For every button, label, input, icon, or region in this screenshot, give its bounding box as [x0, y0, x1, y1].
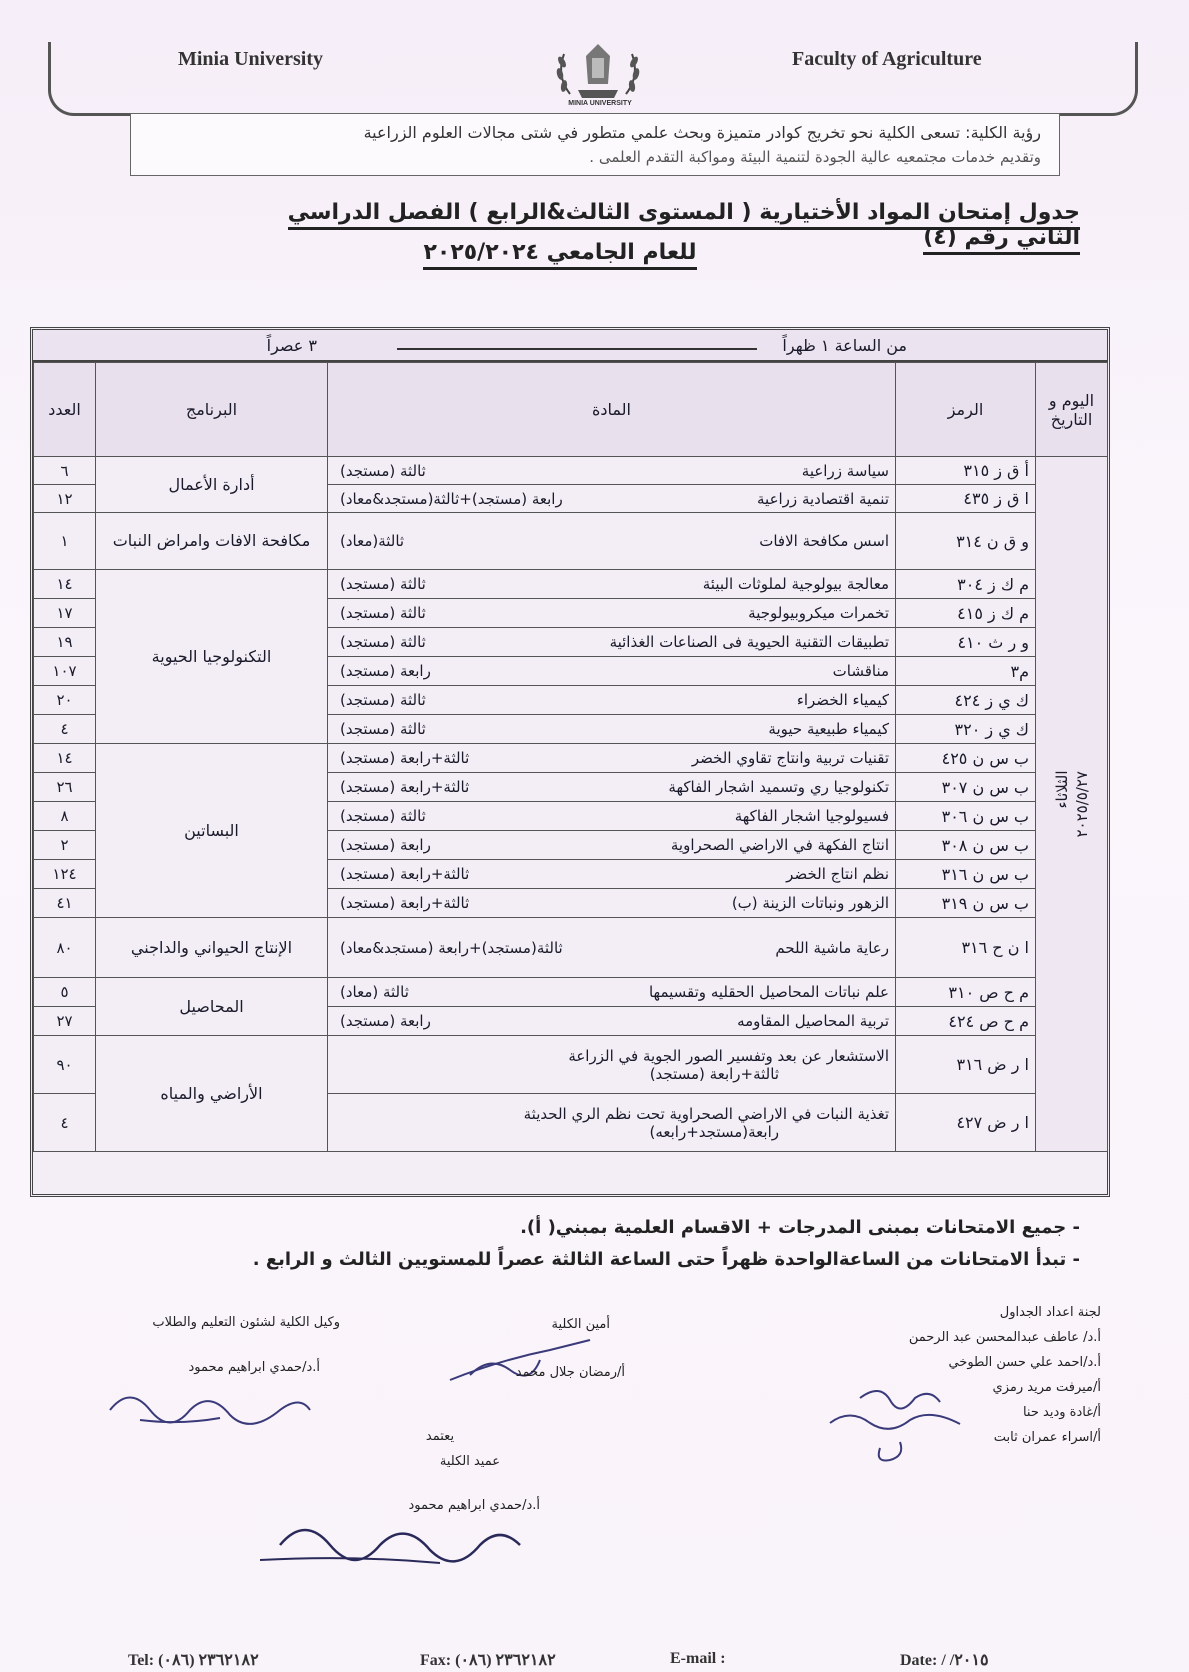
course-code: ب س ن ٣٠٦ — [896, 802, 1036, 831]
course-subject: الاستشعار عن بعد وتفسير الصور الجوية في الزراعة ثالثة+رابعة (مستجد) — [328, 1036, 896, 1094]
committee-title: لجنة اعداد الجداول — [999, 1305, 1101, 1320]
program-animal-production: الإنتاج الحيواني والداجني — [96, 918, 328, 978]
program-biotechnology: التكنولوجيا الحيوية — [96, 570, 328, 744]
course-code: ك ي ز ٣٢٠ — [896, 715, 1036, 744]
student-count: ٢٧ — [34, 1007, 96, 1036]
course-subject: تكنولوجيا ري وتسميد اشجار الفاكهة ثالثة+رابعة (مستجد) — [328, 773, 896, 802]
table-row — [34, 918, 1108, 978]
course-code: ب س ن ٣١٩ — [896, 889, 1036, 918]
committee-signatures-icon — [820, 1378, 1000, 1468]
course-subject: انتاج الفكهة في الاراضي الصحراوية رابعة (مستجد) — [328, 831, 896, 860]
committee-member: أ/اسراء عمران ثابت — [993, 1430, 1101, 1445]
student-count: ٢ — [34, 831, 96, 860]
course-code: م ح ص ٤٢٤ — [896, 1007, 1036, 1036]
col-header-code: الرمز — [896, 363, 1036, 457]
course-code: ب س ن ٣١٦ — [896, 860, 1036, 889]
student-count: ٨ — [34, 802, 96, 831]
course-code: ا ن ح ٣١٦ — [896, 918, 1036, 978]
course-code: ب س ن ٣٠٧ — [896, 773, 1036, 802]
page-footer — [0, 1650, 1189, 1672]
vice-dean-signature-icon — [100, 1380, 320, 1440]
time-bar — [33, 330, 1107, 362]
program-business: أدارة الأعمال — [96, 457, 328, 513]
secretary-name-block — [455, 1360, 625, 1385]
university-name: Minia University — [178, 48, 323, 70]
vice-dean-name-block — [110, 1355, 320, 1380]
course-subject: معالجة بيولوجية لملوثات البيئة ثالثة (مستجد) — [328, 570, 896, 599]
course-subject: تربية المحاصيل المقاومه رابعة (مستجد) — [328, 1007, 896, 1036]
vice-dean-name: أ.د/حمدي ابراهيم محمود — [188, 1360, 320, 1375]
vice-dean-title: وكيل الكلية لشئون التعليم والطلاب — [152, 1315, 340, 1330]
student-count: ٤١ — [34, 889, 96, 918]
course-code: ا ر ض ٤٢٧ — [896, 1094, 1036, 1152]
table-header-row — [34, 363, 1108, 457]
footer-date: Date: / /٢٠١٥ — [900, 1652, 989, 1669]
course-code: ب س ن ٤٢٥ — [896, 744, 1036, 773]
committee-member: أ/ميرفت مريد رمزي — [992, 1380, 1101, 1395]
time-from: من الساعة ١ ظهراً — [782, 336, 907, 355]
student-count: ١٧ — [34, 599, 96, 628]
student-count: ٢٠ — [34, 686, 96, 715]
student-count: ٤ — [34, 715, 96, 744]
course-code: ب س ن ٣٠٨ — [896, 831, 1036, 860]
course-subject: الزهور ونباتات الزينة (ب) ثالثة+رابعة (مستجد) — [328, 889, 896, 918]
course-code: م ك ز ٤١٥ — [896, 599, 1036, 628]
course-subject: اسس مكافحة الافات ثالثة(معاد) — [328, 513, 896, 570]
dean-signature-icon — [260, 1505, 540, 1585]
course-code: أ ق ز ٣١٥ — [896, 457, 1036, 485]
course-subject: سياسة زراعية ثالثة (مستجد) — [328, 457, 896, 485]
course-subject: علم نباتات المحاصيل الحقليه وتقسيمها ثالثة (معاد) — [328, 978, 896, 1007]
course-subject: كيمياء طبيعية حيوية ثالثة (مستجد) — [328, 715, 896, 744]
exam-date: ٢٠٢٥/٥/٢٧ — [1072, 770, 1091, 838]
course-code: م ح ص ٣١٠ — [896, 978, 1036, 1007]
student-count: ١٠٧ — [34, 657, 96, 686]
table-row — [34, 570, 1108, 599]
committee-member: أ.د/ عاطف عبدالمحسن عبد الرحمن — [908, 1330, 1101, 1345]
secretary-name: أ/رمضان جلال محمد — [515, 1365, 625, 1380]
col-header-subject: المادة — [328, 363, 896, 457]
student-count: ١٤ — [34, 744, 96, 773]
exam-notes — [60, 1212, 1080, 1276]
time-to: ٣ عصراً — [266, 336, 317, 355]
course-code: ا ر ض ٣١٦ — [896, 1036, 1036, 1094]
schedule-grid — [33, 362, 1108, 1152]
exam-schedule-table — [30, 327, 1110, 1197]
student-count: ١٩ — [34, 628, 96, 657]
vision-line-1: رؤية الكلية: تسعى الكلية نحو تخريج كوادر متميزة وبحث علمي متطور في شتى مجالات العلوم الزراعية — [363, 123, 1041, 142]
course-subject: تخمرات ميكروبيولوجية ثالثة (مستجد) — [328, 599, 896, 628]
student-count: ١ — [34, 513, 96, 570]
course-subject: رعاية ماشية اللحم ثالثة(مستجد)+رابعة (مستجد&معاد) — [328, 918, 896, 978]
student-count: ٢٦ — [34, 773, 96, 802]
university-logo-icon — [548, 36, 648, 108]
dean-signature-block — [380, 1424, 500, 1474]
course-code: ا ق ز ٤٣٥ — [896, 485, 1036, 513]
approve-label: يعتمد — [425, 1429, 455, 1444]
student-count: ١٢ — [34, 485, 96, 513]
program-horticulture: البساتين — [96, 744, 328, 918]
dean-name: أ.د/حمدي ابراهيم محمود — [408, 1498, 540, 1513]
course-code: م ك ز ٣٠٤ — [896, 570, 1036, 599]
student-count: ٨٠ — [34, 918, 96, 978]
table-row — [34, 1036, 1108, 1094]
footer-tel: Tel: (٠٨٦) ٢٣٦٢١٨٢ — [128, 1652, 259, 1669]
table-row — [34, 978, 1108, 1007]
committee-member: أ/غادة وديد حنا — [1022, 1405, 1101, 1420]
course-subject: تغذية النبات في الاراضي الصحراوية تحت نظم الري الحديثة رابعة(مستجد+رابعه) — [328, 1094, 896, 1152]
vision-line-2: وتقديم خدمات مجتمعيه عالية الجودة لتنمية البيئة ومواكبة التقدم العلمى . — [589, 148, 1041, 166]
col-header-program: البرنامج — [96, 363, 328, 457]
program-pest-control: مكافحة الافات وامراض النبات — [96, 513, 328, 570]
course-subject: تنمية اقتصادية زراعية رابعة (مستجد)+ثالثة(مستجد&معاد) — [328, 485, 896, 513]
footer-email: E-mail : — [670, 1650, 726, 1667]
note-2: - تبدأ الامتحانات من الساعةالواحدة ظهراً حتى الساعة الثالثة عصراً للمستويين الثالث و الرابع . — [252, 1249, 1080, 1270]
course-subject: كيمياء الخضراء ثالثة (مستجد) — [328, 686, 896, 715]
vision-box — [130, 113, 1060, 176]
student-count: ٤ — [34, 1094, 96, 1152]
course-subject: تطبيقات التقنية الحيوية فى الصناعات الغذائية ثالثة (مستجد) — [328, 628, 896, 657]
col-header-day: اليوم و التاريخ — [1036, 363, 1108, 457]
note-1: - جميع الامتحانات بمبنى المدرجات + الاقسام العلمية بمبني( أ). — [520, 1217, 1080, 1238]
table-row — [34, 744, 1108, 773]
table-row — [34, 513, 1108, 570]
student-count: ١٢٤ — [34, 860, 96, 889]
logo-caption: MINIA UNIVERSITY — [568, 100, 632, 107]
vice-dean-signature-block — [80, 1310, 340, 1335]
day-name: الثلاثاء — [1052, 770, 1071, 809]
page-subtitle: للعام الجامعي ٢٠٢٥/٢٠٢٤ — [380, 240, 740, 265]
student-count: ١٤ — [34, 570, 96, 599]
course-code: ك ي ز ٤٢٤ — [896, 686, 1036, 715]
faculty-name: Faculty of Agriculture — [792, 48, 982, 70]
course-subject: نظم انتاج الخضر ثالثة+رابعة (مستجد) — [328, 860, 896, 889]
col-header-count: العدد — [34, 363, 96, 457]
footer-fax: Fax: (٠٨٦) ٢٣٦٢١٨٢ — [420, 1652, 556, 1669]
day-date-cell — [1036, 457, 1108, 1152]
program-crops: المحاصيل — [96, 978, 328, 1036]
page-title: جدول إمتحان المواد الأختيارية ( المستوى الثالث&الرابع ) الفصل الدراسي الثاني رقم (٤) — [240, 200, 1080, 250]
course-subject: فسيولوجيا اشجار الفاكهة ثالثة (مستجد) — [328, 802, 896, 831]
time-divider — [397, 348, 757, 350]
course-subject: تقنيات تربية وانتاج تقاوي الخضر ثالثة+رابعة (مستجد) — [328, 744, 896, 773]
course-subject: مناقشات رابعة (مستجد) — [328, 657, 896, 686]
secretary-title: أمين الكلية — [551, 1317, 610, 1332]
table-row — [34, 457, 1108, 485]
student-count: ٩٠ — [34, 1036, 96, 1094]
course-code: و ر ث ٤١٠ — [896, 628, 1036, 657]
program-soil-water: الأراضي والمياه — [96, 1036, 328, 1152]
course-code: و ق ن ٣١٤ — [896, 513, 1036, 570]
student-count: ٥ — [34, 978, 96, 1007]
course-code: م٣ — [896, 657, 1036, 686]
committee-member: أ.د/احمد علي حسن الطوخي — [948, 1355, 1101, 1370]
student-count: ٦ — [34, 457, 96, 485]
dean-title: عميد الكلية — [439, 1454, 500, 1469]
